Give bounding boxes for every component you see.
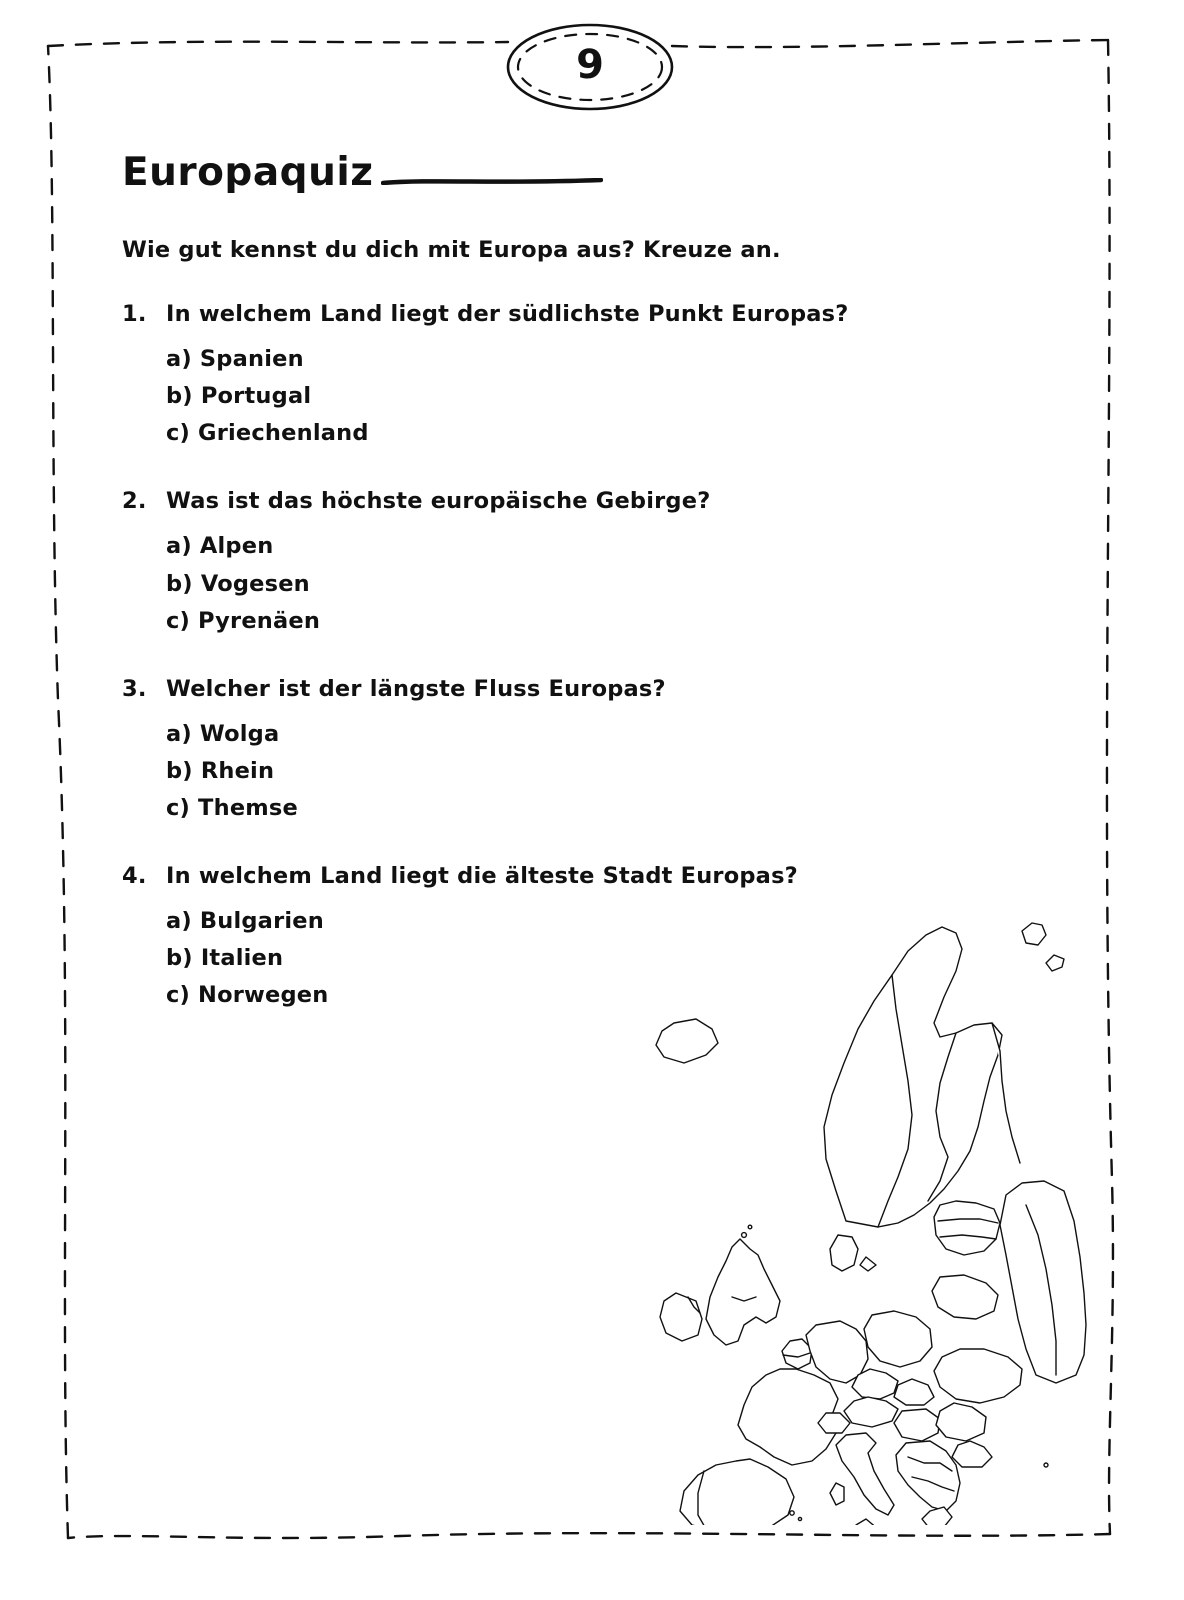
ireland-shape bbox=[660, 1293, 702, 1341]
europe-map-illustration bbox=[640, 905, 1110, 1525]
iceland-shape bbox=[656, 1019, 718, 1063]
answer-option[interactable]: c) Griechenland bbox=[166, 420, 369, 447]
iberia-shape bbox=[680, 1459, 794, 1525]
quiz-question bbox=[122, 676, 1082, 827]
slovakia-shape bbox=[894, 1379, 934, 1405]
answer-option[interactable]: b) Italien bbox=[166, 945, 284, 972]
question-number: 2. bbox=[122, 488, 147, 515]
question-number: 4. bbox=[122, 863, 147, 890]
answer-option[interactable]: a) Bulgarien bbox=[166, 908, 324, 935]
isle-dot bbox=[742, 1233, 747, 1238]
answer-option[interactable]: c) Pyrenäen bbox=[166, 607, 321, 634]
ukraine-shape bbox=[934, 1349, 1022, 1403]
danish-isle-shape bbox=[860, 1257, 876, 1271]
question-text: In welchem Land liegt die älteste Stadt Europas? bbox=[166, 863, 798, 890]
baltic-states-shape bbox=[934, 1201, 1000, 1255]
great-britain-shape bbox=[706, 1239, 780, 1345]
romania-shape bbox=[936, 1403, 986, 1441]
quiz-question bbox=[122, 488, 1082, 639]
page-title: Europaquiz bbox=[122, 150, 374, 195]
switzerland-shape bbox=[818, 1413, 850, 1433]
italy-shape bbox=[836, 1433, 894, 1515]
isle-dot bbox=[1044, 1463, 1048, 1467]
isle-dot bbox=[748, 1225, 752, 1229]
austria-shape bbox=[844, 1397, 898, 1427]
arctic-isle-shape bbox=[1046, 955, 1064, 971]
isle-dot bbox=[790, 1511, 794, 1515]
russia-north-border bbox=[992, 1023, 1020, 1163]
question-number: 3. bbox=[122, 675, 147, 702]
germany-shape bbox=[806, 1321, 868, 1383]
balkans-shape bbox=[896, 1441, 960, 1511]
answer-option[interactable]: c) Norwegen bbox=[166, 982, 329, 1009]
answer-option[interactable]: b) Portugal bbox=[166, 383, 312, 410]
poland-shape bbox=[864, 1311, 932, 1367]
page-number-badge bbox=[504, 22, 676, 112]
instruction-text: Wie gut kennst du dich mit Europa aus? Kreuze an. bbox=[122, 237, 781, 263]
arctic-isle-shape bbox=[1022, 923, 1046, 945]
isle-dot bbox=[798, 1517, 801, 1520]
answer-option[interactable]: a) Spanien bbox=[166, 346, 304, 372]
hungary-shape bbox=[894, 1409, 940, 1441]
bulgaria-shape bbox=[952, 1441, 992, 1467]
answer-options bbox=[166, 341, 1082, 452]
question-text: Welcher ist der längste Fluss Europas? bbox=[166, 675, 666, 702]
answer-option[interactable]: a) Wolga bbox=[166, 720, 280, 747]
question-text: In welchem Land liegt der südlichste Punkt Europas? bbox=[166, 301, 849, 327]
answer-option[interactable]: a) Alpen bbox=[166, 533, 274, 560]
sardinia-shape bbox=[830, 1483, 844, 1505]
answer-options bbox=[166, 716, 1082, 827]
page-number: 9 bbox=[576, 42, 604, 88]
answer-options bbox=[166, 528, 1082, 639]
scandinavia-shape bbox=[824, 927, 1002, 1227]
question-text: Was ist das höchste europäische Gebirge? bbox=[166, 488, 711, 515]
answer-option[interactable]: b) Rhein bbox=[166, 757, 275, 784]
answer-option[interactable]: c) Themse bbox=[166, 795, 298, 821]
quiz-question bbox=[122, 301, 1082, 452]
sicily-shape bbox=[856, 1519, 878, 1525]
denmark-shape bbox=[830, 1235, 858, 1271]
question-number: 1. bbox=[122, 301, 147, 327]
title-underline bbox=[381, 178, 603, 185]
answer-option[interactable]: b) Vogesen bbox=[166, 570, 310, 597]
belarus-shape bbox=[932, 1275, 998, 1319]
